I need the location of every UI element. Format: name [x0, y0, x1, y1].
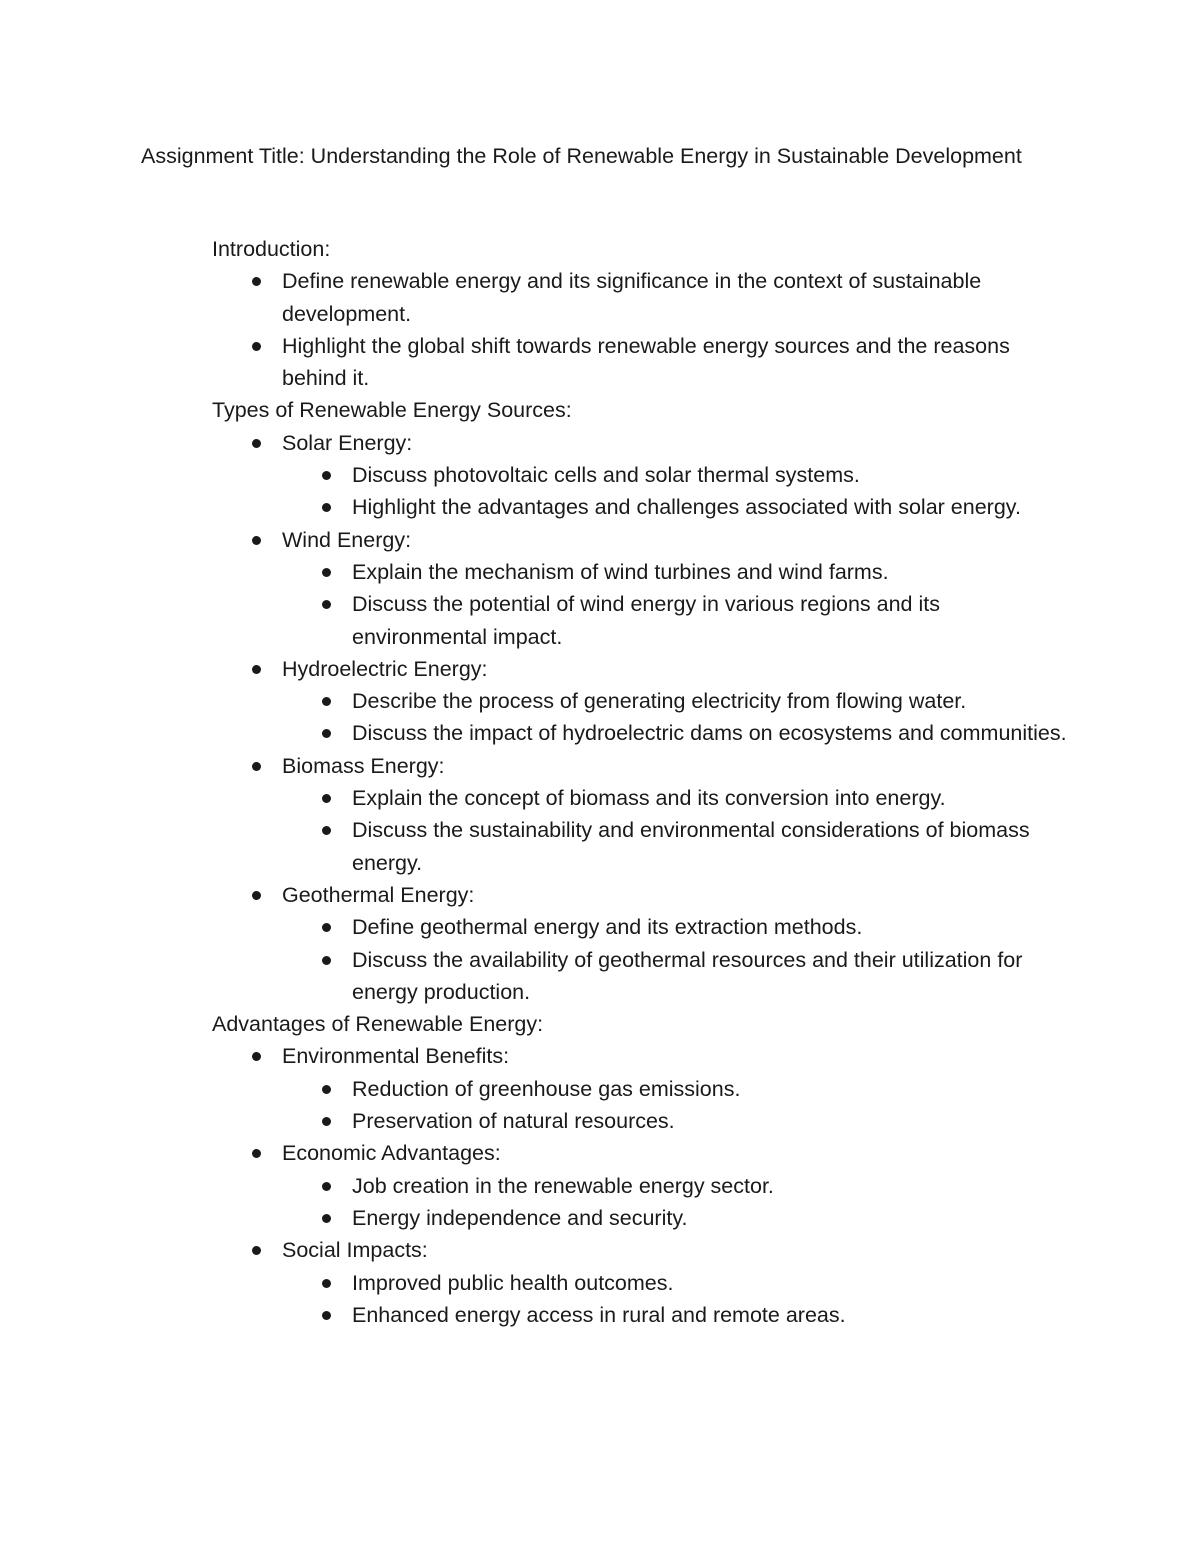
sub-list-item-text: Discuss the availability of geothermal resources and their utilization for energy production. — [352, 947, 1023, 1004]
list-item — [212, 427, 1112, 524]
bullet-icon — [252, 536, 261, 545]
bullet-icon — [322, 568, 331, 577]
sub-list-item — [282, 1073, 1112, 1105]
sub-list-item-text: Preservation of natural resources. — [352, 1109, 675, 1134]
bullet-icon — [252, 277, 261, 286]
assignment-title: Assignment Title: Understanding the Role of Renewable Energy in Sustainable Development — [141, 144, 1022, 168]
list-item-text: Environmental Benefits: — [282, 1044, 510, 1069]
sub-list-item — [282, 782, 1112, 814]
list-item — [212, 1040, 1112, 1137]
sub-list-item — [282, 814, 1112, 879]
sub-list-item-text: Discuss the sustainability and environmental considerations of biomass energy. — [352, 818, 1030, 875]
list-item-text: Define renewable energy and its significance in the context of sustainable development. — [282, 269, 982, 326]
sub-list-item-text: Discuss the impact of hydroelectric dams on ecosystems and communities. — [352, 721, 1067, 746]
bullet-icon — [252, 762, 261, 771]
sub-list-item — [282, 1105, 1112, 1137]
sub-list-item-text: Explain the mechanism of wind turbines and wind farms. — [352, 559, 889, 584]
bullet-icon — [252, 891, 261, 900]
bullet-icon — [322, 697, 331, 706]
list-item-text: Wind Energy: — [282, 527, 412, 552]
bullet-icon — [322, 1085, 331, 1094]
bullet-icon — [322, 600, 331, 609]
bullet-icon — [322, 1279, 331, 1288]
sub-list-item — [282, 1202, 1112, 1234]
sub-bullet-list — [282, 685, 1112, 750]
list-item — [212, 1137, 1112, 1234]
sub-list-item-text: Discuss photovoltaic cells and solar thermal systems. — [352, 463, 860, 488]
sub-list-item-text: Reduction of greenhouse gas emissions. — [352, 1076, 741, 1101]
bullet-icon — [252, 342, 261, 351]
list-item — [212, 750, 1112, 879]
sub-list-item — [282, 944, 1112, 1009]
sub-list-item-text: Define geothermal energy and its extraction methods. — [352, 915, 863, 940]
sub-list-item — [282, 685, 1112, 717]
list-item — [212, 1234, 1112, 1331]
section-heading: Advantages of Renewable Energy: — [212, 1012, 544, 1037]
sub-bullet-list — [282, 782, 1112, 879]
list-item-text: Geothermal Energy: — [282, 882, 475, 907]
bullet-icon — [322, 503, 331, 512]
bullet-list — [212, 427, 1112, 1008]
bullet-icon — [252, 1052, 261, 1061]
section-heading: Introduction: — [212, 237, 331, 261]
sub-list-item-text: Improved public health outcomes. — [352, 1270, 674, 1295]
sub-bullet-list — [282, 1170, 1112, 1235]
list-item-text: Social Impacts: — [282, 1238, 428, 1263]
sub-list-item-text: Describe the process of generating electricity from flowing water. — [352, 689, 967, 714]
section-heading: Types of Renewable Energy Sources: — [212, 398, 572, 423]
bullet-icon — [322, 471, 331, 480]
list-item — [212, 879, 1112, 1008]
bullet-icon — [322, 1214, 331, 1223]
sub-bullet-list — [282, 556, 1112, 653]
bullet-icon — [322, 794, 331, 803]
bullet-icon — [322, 1182, 331, 1191]
sub-bullet-list — [282, 459, 1112, 524]
sub-bullet-list — [282, 911, 1112, 1008]
sub-list-item — [282, 588, 1112, 653]
sub-list-item-text: Discuss the potential of wind energy in various regions and its environmental impact. — [352, 592, 940, 649]
sub-bullet-list — [282, 1267, 1112, 1332]
bullet-icon — [252, 1149, 261, 1158]
sub-list-item-text: Explain the concept of biomass and its conversion into energy. — [352, 786, 946, 811]
sub-bullet-list — [282, 1073, 1112, 1138]
sub-list-item — [282, 911, 1112, 943]
list-item-text: Hydroelectric Energy: — [282, 656, 488, 681]
bullet-icon — [322, 956, 331, 965]
sub-list-item-text: Job creation in the renewable energy sector. — [352, 1173, 774, 1198]
document-body — [212, 233, 1112, 1331]
bullet-icon — [322, 1117, 331, 1126]
bullet-icon — [252, 439, 261, 448]
list-item — [212, 330, 1112, 395]
sub-list-item — [282, 491, 1112, 523]
bullet-icon — [322, 923, 331, 932]
bullet-list — [212, 1040, 1112, 1331]
sub-list-item — [282, 1267, 1112, 1299]
list-item — [212, 653, 1112, 750]
bullet-icon — [322, 1311, 331, 1320]
list-item — [212, 265, 1112, 330]
sub-list-item-text: Energy independence and security. — [352, 1205, 688, 1230]
list-item — [212, 524, 1112, 653]
bullet-icon — [322, 826, 331, 835]
sub-list-item — [282, 717, 1112, 749]
bullet-list — [212, 265, 1112, 394]
sub-list-item — [282, 1170, 1112, 1202]
bullet-icon — [322, 729, 331, 738]
sub-list-item-text: Enhanced energy access in rural and remote areas. — [352, 1302, 846, 1327]
section-types — [212, 394, 1112, 1008]
list-item-text: Highlight the global shift towards renewable energy sources and the reasons behind it. — [282, 333, 1010, 391]
list-item-text: Biomass Energy: — [282, 753, 445, 778]
bullet-icon — [252, 1246, 261, 1255]
sub-list-item — [282, 556, 1112, 588]
sub-list-item — [282, 1299, 1112, 1331]
section-introduction — [212, 233, 1112, 394]
list-item-text: Solar Energy: — [282, 430, 413, 455]
list-item-text: Economic Advantages: — [282, 1141, 501, 1166]
sub-list-item-text: Highlight the advantages and challenges associated with solar energy. — [352, 495, 1021, 520]
sub-list-item — [282, 459, 1112, 491]
bullet-icon — [252, 665, 261, 674]
section-advantages — [212, 1008, 1112, 1331]
